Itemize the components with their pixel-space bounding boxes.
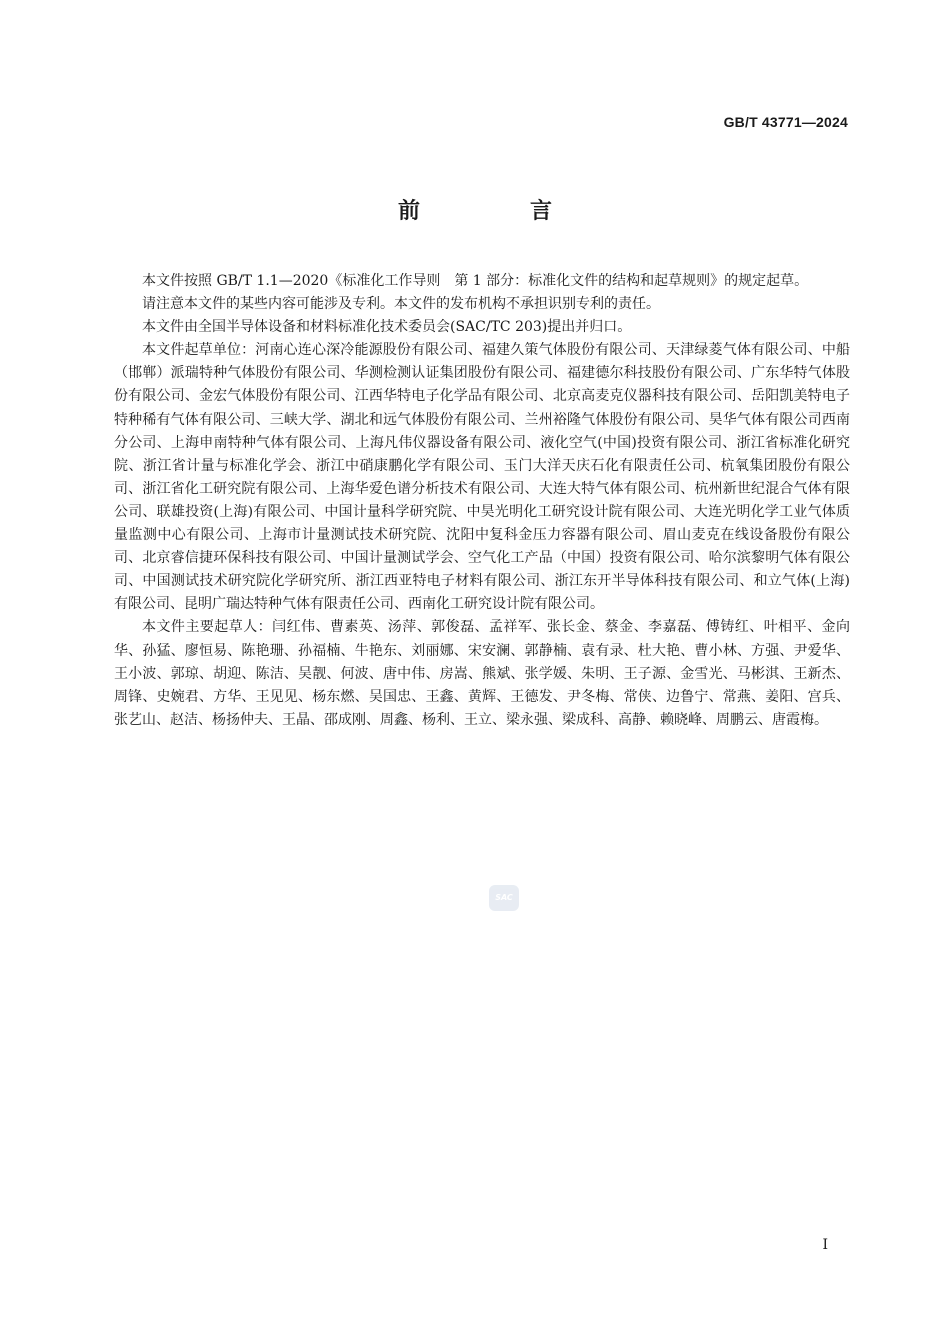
paragraph-drafting-units: 本文件起草单位：河南心连心深冷能源股份有限公司、福建久策气体股份有限公司、天津绿菱气体有限公司、中船（邯郸）派瑞特种气体股份有限公司、华测检测认证集团股份有限公司、福建德尔科技股份有限公司、广东华特气体股份有限公司、金宏气体股份有限公司、江西华特电子化学品有限公司、北京高麦克仪器科技有限公司、岳阳凯美特电子特种稀有气体有限公司、三峡大学、湖北和远气体股份有限公司、兰州裕隆气体股份有限公司、昊华气体有限公司西南分公司、上海申南特种气体有限公司、上海凡伟仪器设备有限公司、液化空气(中国)投资有限公司、浙江省标准化研究院、浙江省计量与标准化学会、浙江中硝康鹏化学有限公司、玉门大洋天庆石化有限责任公司、杭氧集团股份有限公司、浙江省化工研究院有限公司、上海华爱色谱分析技术有限公司、大连大特气体有限公司、杭州新世纪混合气体有限公司、联雄投资(上海)有限公司、中国计量科学研究院、中昊光明化工研究设计院有限公司、大连光明化学工业气体质量监测中心有限公司、上海市计量测试技术研究院、沈阳中复科金压力容器有限公司、眉山麦克在线设备股份有限公司、北京睿信捷环保科技有限公司、中国计量测试学会、空气化工产品（中国）投资有限公司、哈尔滨黎明气体有限公司、中国测试技术研究院化学研究所、浙江西亚特电子材料有限公司、浙江东开半导体科技有限公司、和立气体(上海)有限公司、昆明广瑞达特种气体有限责任公司、西南化工研究设计院有限公司。 [114,342,850,613]
standard-number: GB/T 43771—2024 [723,114,848,130]
page-title: 前 言 [397,199,596,224]
paragraph-patent-notice: 请注意本文件的某些内容可能涉及专利。本文件的发布机构不承担识别专利的责任。 [142,296,660,313]
paragraph-drafters: 本文件主要起草人：闫红伟、曹素英、汤萍、郭俊磊、孟祥军、张长金、蔡金、李嘉磊、傅铸红、叶相平、金向华、孙猛、廖恒易、陈艳珊、孙福楠、牛艳东、刘丽娜、宋安澜、郭静楠、袁有录、杜大艳、曹小林、方强、尹爱华、王小波、郭琼、胡迎、陈洁、吴靓、何波、唐中伟、房嵩、熊斌、张学媛、朱明、王子源、金雪光、马彬淇、王新杰、周锋、史婉君、方华、王见见、杨东燃、吴国忠、王鑫、黄辉、王德发、尹冬梅、常侠、边鲁宁、常燕、姜阳、宫兵、张艺山、赵洁、杨扬仲夫、王晶、邵成刚、周鑫、杨利、王立、梁永强、梁成科、高静、赖晓峰、周鹏云、唐霞梅。 [114,619,850,728]
paragraph-drafting-rules: 本文件按照 GB/T 1.1—2020《标准化工作导则 第 1 部分：标准化文件的结构和起草规则》的规定起草。 [142,273,809,289]
page-number: I [822,1237,828,1253]
paragraph-committee: 本文件由全国半导体设备和材料标准化技术委员会(SAC/TC 203)提出并归口。 [142,319,632,336]
foreword-body [114,270,850,732]
sac-logo-watermark: SAC [489,885,519,911]
